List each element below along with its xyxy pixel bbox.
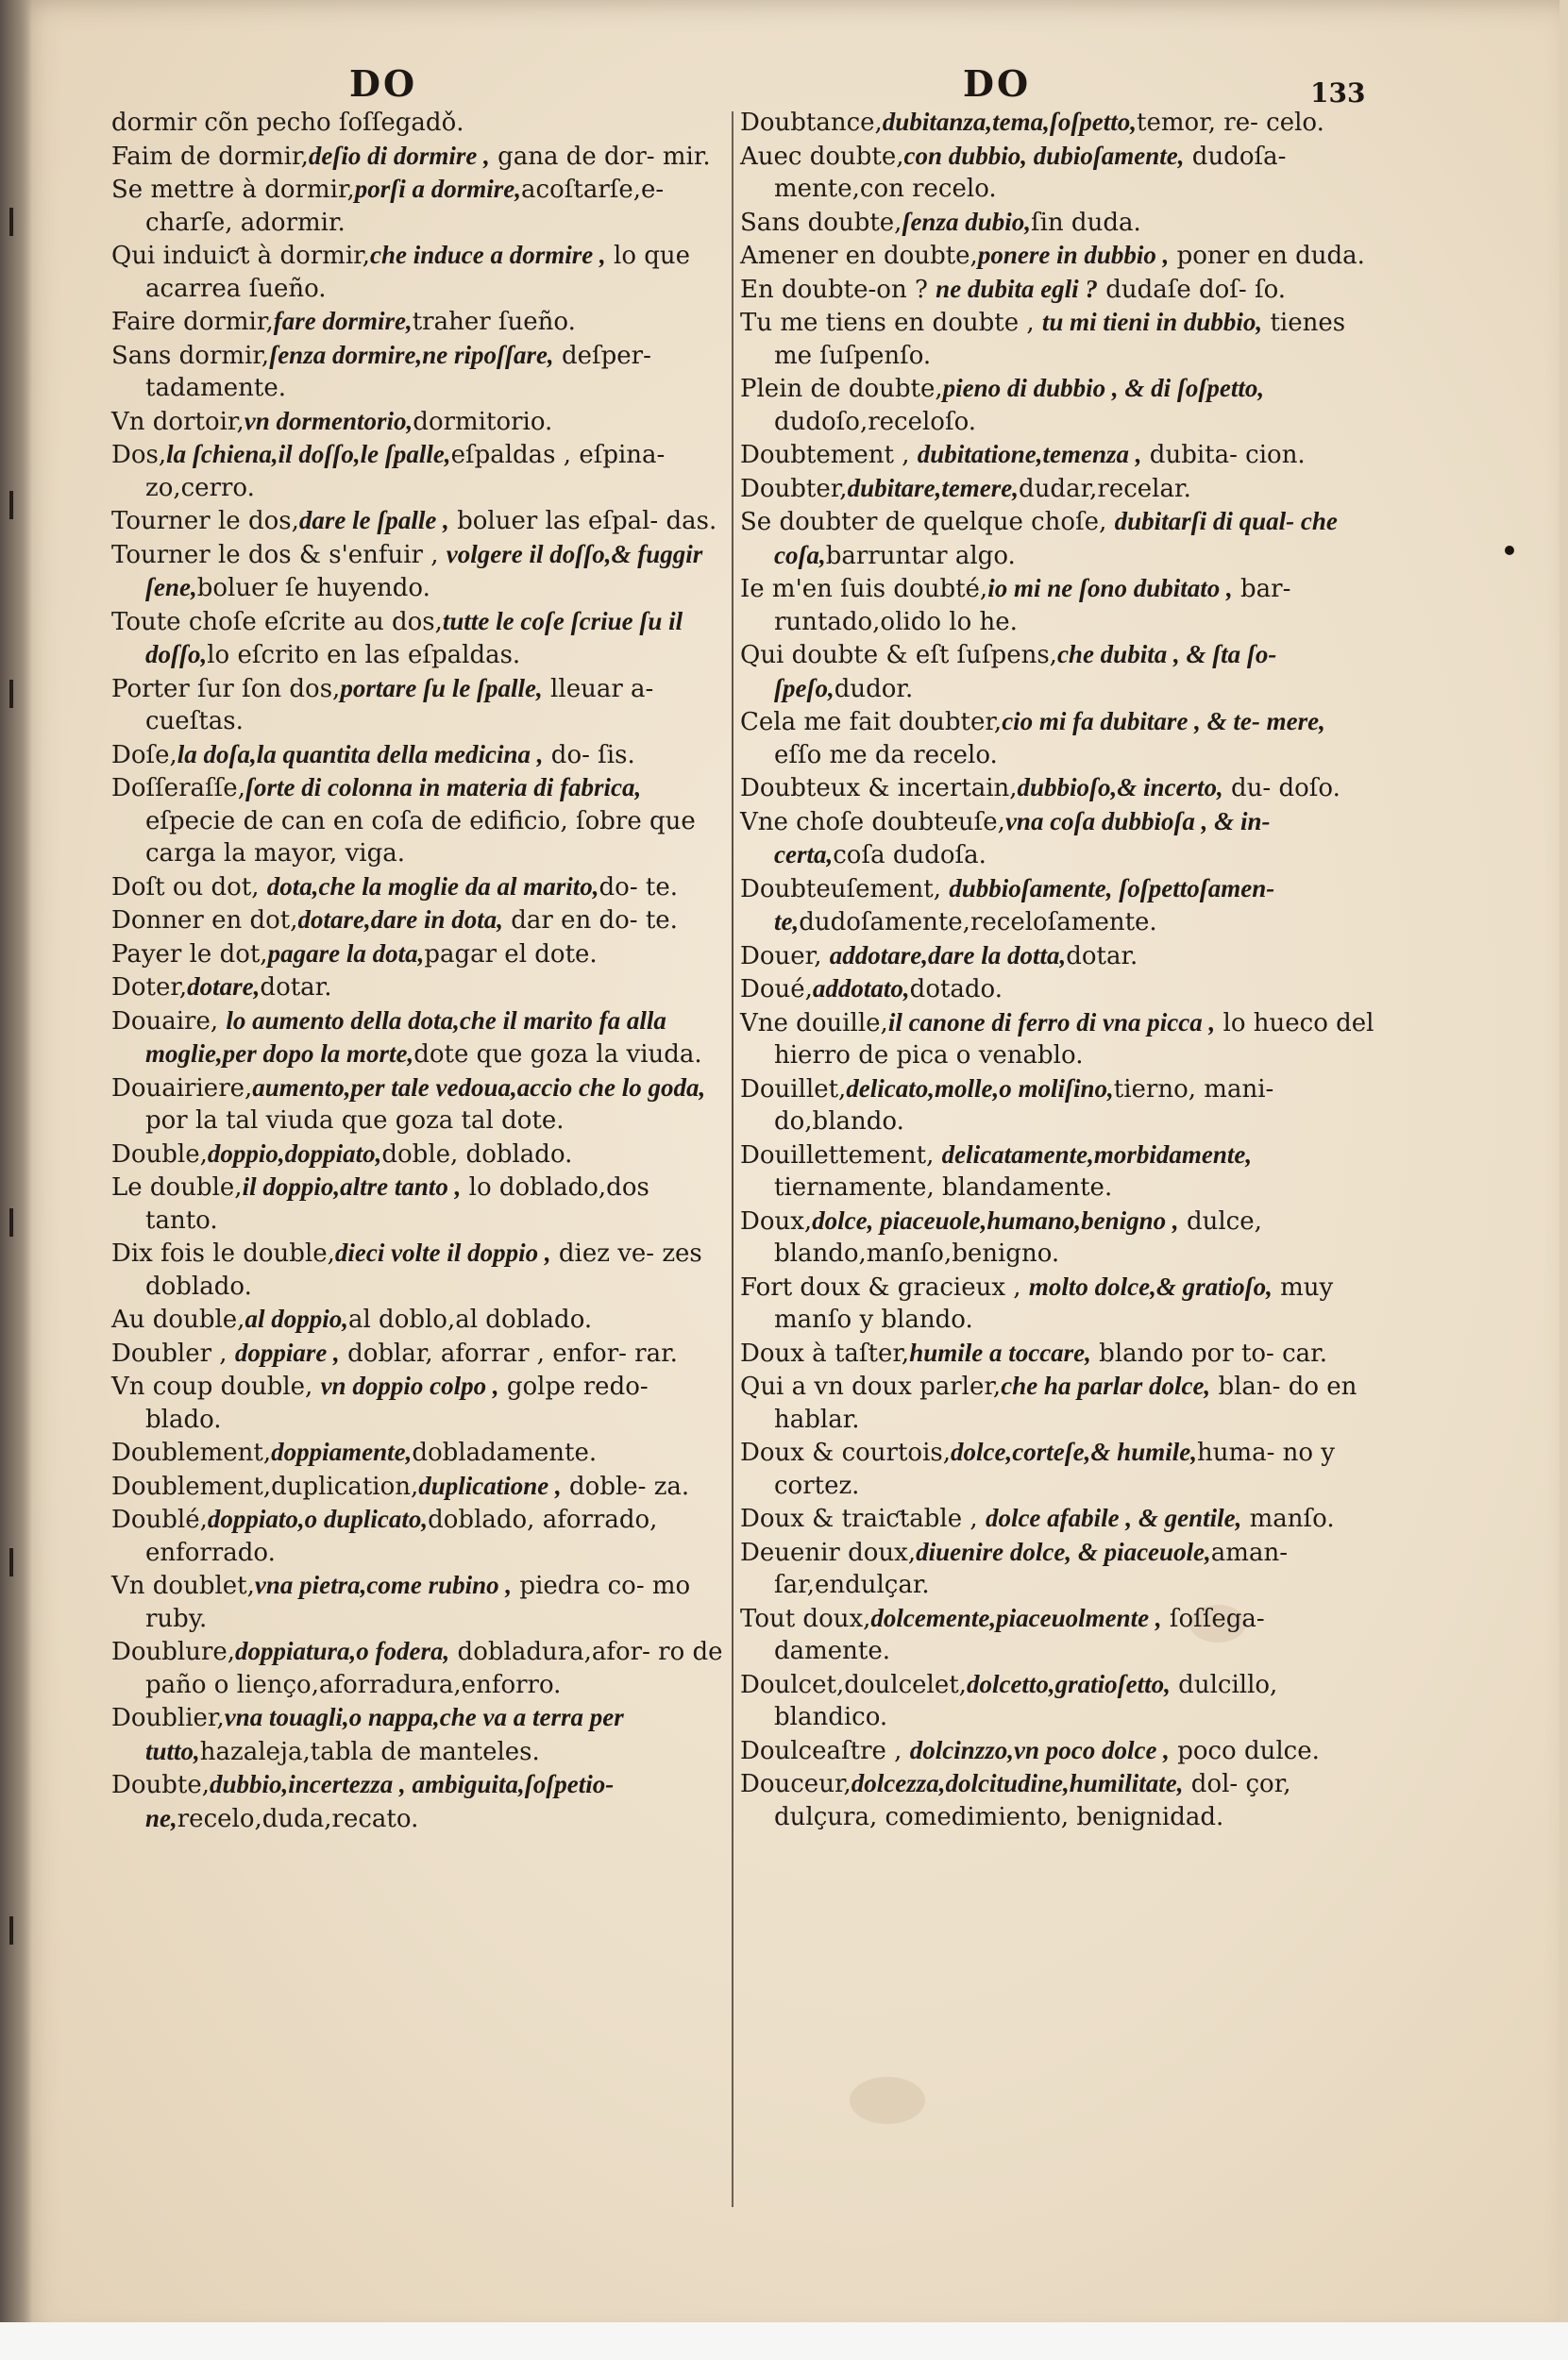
italian-gloss: dotare, [187,972,261,1001]
dictionary-entry [111,605,727,672]
spanish-gloss: lo eſcrito en las eſpaldas. [207,641,521,669]
french-headword: Sans dormir, [111,341,270,370]
dictionary-entry [111,1470,727,1504]
dictionary-entry [111,1303,727,1337]
spanish-gloss: dotar. [1066,941,1138,970]
italian-gloss: portare ſu le ſpalle, [340,673,543,702]
french-headword: Doubtance, [740,109,883,137]
dictionary-entry [111,970,727,1004]
right-column [740,106,1376,1833]
spanish-gloss: du- doſo. [1222,774,1340,802]
italian-gloss: doppiare , [234,1338,340,1367]
dictionary-entry [740,1271,1376,1337]
dictionary-entry [111,1138,727,1172]
spanish-gloss: recelo,duda,recato. [177,1804,419,1833]
spanish-gloss: hazaleja,tabla de manteles. [199,1737,540,1766]
french-headword: Doublier, [111,1704,225,1732]
italian-gloss: io mi ne ſono dubitato , [987,574,1233,602]
french-headword: Toute choſe eſcrite au dos, [111,607,443,636]
french-headword: Qui doubte & eſt ſuſpens, [740,641,1057,669]
margin-ink-mark [9,1548,34,1576]
italian-gloss: la ſchiena,il doſſo,le ſpalle, [166,440,451,468]
dictionary-entry [111,1768,727,1835]
french-headword: Doſe, [111,740,177,769]
margin-ink-mark [9,491,34,519]
spanish-gloss: lo hueco del hierro de pica o venablo. [774,1008,1374,1070]
spanish-gloss: lleuar a- cueſtas. [145,674,654,735]
dictionary-entry [111,1337,727,1371]
spanish-gloss: poco dulce. [1169,1736,1320,1765]
spanish-gloss: doblado, aforrado, enforrado. [145,1506,658,1567]
spanish-gloss: boluer ſe huyendo. [196,574,430,602]
spanish-gloss: lo que acarrea ſueño. [145,242,691,303]
dictionary-entry [740,140,1376,206]
spanish-gloss: dudoſamente,receloſamente. [799,908,1157,936]
french-headword: Faim de dormir, [111,142,309,171]
italian-gloss: dieci volte il doppio , [334,1239,551,1267]
italian-gloss: che ha parlar dolce, [1001,1372,1211,1400]
italian-gloss: vna pietra,come rubino , [254,1571,513,1599]
italian-gloss: la doſa,la quantita della medicina , [177,739,544,768]
french-headword: Dos, [111,441,167,469]
spanish-gloss: dudoſo,receloſo. [774,407,977,436]
spanish-gloss: deſper- tadamente. [145,341,651,402]
french-headword: Douillet, [740,1074,847,1104]
dictionary-entry [111,106,727,140]
italian-gloss: vn dormentorio, [244,406,413,435]
spanish-gloss: dudar,recelar. [1019,474,1191,503]
scan-margin-bottom [0,2322,1568,2360]
dictionary-entry [111,1503,727,1569]
italian-gloss: dubitanza,tema,ſoſpetto, [882,108,1138,136]
french-headword: Doux à taſter, [740,1339,910,1368]
italian-gloss: ſenza dormire,ne ripoſſare, [269,340,554,369]
italian-gloss: dubbioſo,& incerto, [1017,773,1223,801]
dictionary-entry [111,504,727,538]
french-headword: Doubter, [740,474,848,503]
spanish-gloss: dulce, blando,manſo,benigno. [774,1206,1262,1268]
italian-gloss: il doppio,altre tanto , [242,1172,462,1201]
italian-gloss: humile a toccare, [909,1338,1091,1367]
dictionary-entry [740,1370,1376,1436]
left-column [111,106,727,1835]
french-headword: Doux & courtois, [740,1439,951,1467]
dictionary-entry [111,239,727,305]
spanish-gloss: diez ve- zes doblado. [145,1239,702,1301]
french-headword: Plein de doubte, [740,375,943,403]
margin-ink-mark [9,1208,34,1237]
spanish-gloss: do- ſis. [543,740,635,769]
italian-gloss: al doppio, [244,1305,348,1333]
margin-ink-mark [9,1916,34,1945]
spanish-gloss: al doblo,al doblado. [347,1306,593,1334]
italian-gloss: porſi a dormire, [354,175,522,203]
french-headword: Fort doux & gracieux , [740,1273,1029,1302]
french-headword: Tout doux, [740,1604,871,1633]
italian-gloss: pagare la dota, [267,938,425,968]
dictionary-entry [740,273,1376,307]
dictionary-entry [740,1138,1376,1205]
french-headword: Le double, [111,1173,243,1202]
italian-gloss: tu mi tieni in dubbio, [1041,308,1263,336]
dictionary-entry [740,206,1376,240]
italian-gloss: doppiatura,o fodera, [235,1637,450,1665]
spanish-gloss: tienes me ſuſpenſo. [774,309,1346,370]
french-headword: Douer, [740,941,830,970]
dictionary-entry [111,771,727,870]
french-headword: Au double, [111,1306,245,1334]
italian-gloss: doppiato,o duplicato, [207,1505,429,1533]
french-headword: Doubler , [111,1339,235,1368]
spanish-gloss: dudaſe doſ- ſo. [1097,275,1287,304]
running-head-right: DO [963,62,1032,105]
dictionary-entry [111,538,727,605]
dictionary-entry [740,1602,1376,1668]
dictionary-entry [111,1171,727,1237]
french-headword: Vne douille, [740,1008,888,1037]
dictionary-entry [111,1237,727,1303]
spanish-gloss: tiernamente, blandamente. [774,1173,1113,1202]
spanish-gloss: doble, doblado. [381,1139,573,1169]
french-headword: Doubte, [111,1771,210,1799]
italian-gloss: che dubita , & ſta ſo- ſpeſo, [774,640,1277,702]
spanish-gloss: gana de dor- mir. [489,142,711,171]
column-divider [732,111,733,2207]
dictionary-entry [740,972,1376,1006]
dictionary-entry [740,472,1376,506]
dictionary-entry [111,1569,727,1635]
french-headword: Doublement,duplication, [111,1472,419,1501]
italian-gloss: volgere il doſſo,& fuggir ſene, [145,539,703,601]
italian-gloss: deſio di dormire , [308,141,490,170]
spanish-gloss: dote que goza la viuda. [413,1040,702,1069]
dictionary-entry [740,805,1376,872]
italian-gloss: delicato,molle,o moliſino, [846,1073,1114,1103]
french-headword: Cela me fait doubter, [740,708,1003,736]
spanish-gloss: blando por to- car. [1090,1339,1327,1368]
dictionary-entry [111,140,727,174]
spanish-gloss: pagar el dote. [424,939,598,969]
dictionary-entry [111,937,727,971]
italian-gloss: il canone di ferro di vna picca , [887,1007,1216,1037]
dictionary-entry [740,1767,1376,1833]
dictionary-entry [111,339,727,405]
spanish-gloss: blan- do en hablar. [774,1373,1357,1434]
spanish-gloss: dormitorio. [413,407,553,436]
binding-gutter [0,0,32,2322]
italian-gloss: vna coſa dubbioſa , & in- certa, [774,806,1271,868]
dictionary-entry [740,1502,1376,1536]
italian-gloss: dolcinzzo,vn poco dolce , [909,1735,1170,1764]
french-headword: Doux, [740,1206,813,1236]
french-headword: Se mettre à dormir, [111,176,355,204]
french-headword: Porter ſur ſon dos, [111,674,341,703]
dictionary-entry [111,1701,727,1768]
italian-gloss: doppio,doppiato, [207,1138,382,1168]
italian-gloss: dare le ſpalle , [298,506,449,534]
french-headword: Doublement, [111,1439,272,1467]
italian-gloss: diuenire dolce, & piaceuole, [916,1537,1211,1566]
dictionary-entry [740,239,1376,273]
italian-gloss: dota,che la moglie da al marito, [266,871,599,901]
spanish-gloss: coſa dudoſa. [833,841,986,869]
dictionary-entry [740,939,1376,973]
french-headword: Ie m'en ſuis doubté, [740,575,988,603]
spanish-gloss: muy manſo y blando. [774,1273,1334,1334]
spanish-gloss: bar- runtado,olido lo he. [774,575,1291,636]
spanish-gloss: dotar. [260,973,332,1002]
french-headword: Tourner le dos & s'enfuir , [111,540,447,569]
french-headword: Donner en dot, [111,906,298,935]
french-headword: Doulcet,doulcelet, [740,1670,967,1699]
margin-ink-mark [9,208,34,236]
dictionary-entry [740,872,1376,939]
french-headword: Vn coup double, [111,1373,321,1401]
dictionary-entry [740,505,1376,572]
spanish-gloss: dotado. [909,975,1003,1003]
italian-gloss: che induce a dormire , [369,241,606,269]
spanish-gloss: barruntar algo. [825,541,1016,570]
dictionary-entry [740,1536,1376,1602]
running-head-left: DO [349,62,418,105]
dictionary-entry [740,1436,1376,1502]
italian-gloss: cio mi fa dubitare , & te- mere, [1002,707,1325,735]
spanish-gloss: poner en duda. [1169,242,1365,270]
dictionary-entry [740,1734,1376,1768]
spanish-gloss: lo doblado,dos tanto. [145,1173,649,1235]
french-headword: Deuenir doux, [740,1538,917,1567]
french-headword: Doué, [740,975,813,1003]
dictionary-entry [740,638,1376,705]
spanish-gloss: ſin duda. [1030,208,1141,237]
dictionary-entry [111,672,727,738]
italian-gloss: dolce, piaceuole,humano,benigno , [812,1205,1179,1235]
margin-ink-mark [9,680,34,708]
french-headword: Doſſeraſſe, [111,774,245,802]
french-headword: Doubteux & incertain, [740,774,1018,802]
spanish-gloss: eſpaldas , eſpina- zo,cerro. [145,441,666,502]
french-headword: Doſt ou dot, [111,872,267,902]
dictionary-entry [740,372,1376,438]
dictionary-entry [111,1004,727,1071]
margin-dot [1505,546,1514,555]
french-headword: Double, [111,1139,208,1169]
italian-gloss: lo aumento della dota,che il marito fa alla moglie,per dopo la morte, [145,1005,666,1068]
italian-gloss: vn doppio colpo , [320,1372,499,1400]
spanish-gloss: doble- za. [561,1472,690,1501]
spanish-gloss: golpe redo- blado. [145,1373,649,1434]
french-headword: Doter, [111,973,188,1002]
dictionary-entry [111,870,727,904]
french-headword: Auec doubte, [740,142,904,171]
french-headword: Qui a vn doux parler, [740,1373,1002,1401]
italian-gloss: dubbioſamente, ſoſpettoſamen- te, [774,873,1275,936]
italian-gloss: dolcetto,gratioſetto, [966,1669,1171,1698]
italian-gloss: dubbio,incertezza , ambiguita,ſoſpetio- ne, [145,1770,615,1832]
dictionary-entry [111,903,727,937]
italian-gloss: molto dolce,& gratioſo, [1028,1272,1273,1301]
french-headword: Tourner le dos, [111,507,299,535]
spanish-gloss: dudoſa- mente,con recelo. [774,142,1287,203]
dictionary-entry [111,305,727,339]
spanish-gloss: acoſtarſe,e- charſe, adormir. [145,176,665,237]
dictionary-entry [740,306,1376,372]
spanish-gloss: dobladamente. [412,1439,598,1467]
french-headword: Se doubter de quelque choſe, [740,508,1115,536]
italian-gloss: ne dubita egli ? [936,274,1098,303]
french-headword: Vne choſe doubteuſe, [740,807,1005,836]
dictionary-entry [740,1205,1376,1271]
spanish-gloss: piedra co- mo ruby. [145,1572,691,1633]
spanish-gloss: ſoſſega- damente. [774,1604,1265,1665]
italian-gloss: addotato, [812,974,910,1003]
french-headword: Dix fois le double, [111,1239,335,1268]
french-headword: Sans doubte, [740,208,902,237]
french-headword: Vn dortoir, [111,407,244,436]
dictionary-entry [111,1436,727,1470]
spanish-gloss: eſſo me da recelo. [774,740,998,769]
french-headword: Payer le dot, [111,939,268,969]
italian-gloss: con dubbio, dubioſamente, [903,141,1185,170]
dictionary-entry [111,1071,727,1138]
french-headword: Doux & traiƈtable , [740,1505,986,1533]
dictionary-entry [740,106,1376,140]
french-headword: Doublure, [111,1638,236,1666]
italian-gloss: dotare,dare in dota, [297,905,503,934]
french-headword: Douaire, [111,1006,227,1036]
french-headword: Douillettement, [740,1140,942,1170]
italian-gloss: dolcezza,dolcitudine,humilitate, [851,1769,1184,1797]
spanish-gloss: traher ſueño. [412,308,576,336]
spanish-gloss: dudor. [834,674,914,703]
italian-gloss: aumento,per tale vedoua,accio che lo goda, [252,1072,706,1102]
italian-gloss: ſorte di colonna in materia di fabrica, [244,773,642,801]
dictionary-entry [111,738,727,772]
spanish-gloss: dubita- cion. [1141,441,1306,469]
italian-gloss: dubitare,temere, [847,473,1020,502]
italian-gloss: fare dormire, [273,307,413,335]
italian-gloss: pieno di dubbio , & di ſoſpetto, [942,374,1265,402]
french-headword: Doulceaſtre , [740,1736,910,1765]
italian-gloss: vna touagli,o nappa,che va a terra per tutto, [145,1703,624,1765]
french-headword: Douairiere, [111,1073,253,1103]
spanish-gloss: por la tal viuda que goza tal dote. [145,1106,565,1135]
french-headword: Amener en doubte, [740,242,978,270]
dictionary-entry [740,705,1376,771]
spanish-gloss: dol- çor, dulçura, comedimiento, benignidad. [774,1770,1291,1831]
spanish-gloss: dobladura,afor- ro de paño o lienço,aforradura,enforro. [145,1638,723,1699]
italian-gloss: dolce,corteſe,& humile, [951,1438,1197,1466]
dictionary-entry [740,438,1376,472]
italian-gloss: addotare,dare la dotta, [829,940,1067,969]
dictionary-entry [740,572,1376,638]
spanish-gloss: manſo. [1241,1505,1335,1533]
spanish-gloss: huma- no y cortez. [774,1439,1335,1500]
french-headword: Doublé, [111,1506,208,1534]
dictionary-entry [111,405,727,439]
spanish-gloss: doblar, aforrar , enfor- rar. [339,1339,678,1368]
italian-gloss: ſenza dubio, [902,207,1031,236]
italian-gloss: doppiamente, [271,1438,413,1466]
page-number: 133 [1310,77,1366,109]
spanish-gloss: tierno, mani- do,blando. [774,1074,1274,1136]
spanish-gloss: aman- ſar,endulçar. [774,1538,1288,1599]
italian-gloss: ponere in dubbio , [977,241,1170,269]
dictionary-entry [111,1370,727,1436]
spanish-gloss: boluer las eſpal- das. [448,507,717,535]
dictionary-entry [111,173,727,239]
dictionary-entry [111,1635,727,1701]
french-headword: Tu me tiens en doubte , [740,309,1042,337]
dictionary-entry [740,1072,1376,1138]
italian-gloss: dolcemente,piaceuolmente , [870,1603,1162,1632]
french-headword: dormir cõn pecho ſoſſegadǒ. [111,109,464,137]
spanish-gloss: eſpecie de can en coſa de edificio, ſobre que carga la mayor, viga. [145,806,696,868]
dictionary-entry [740,1337,1376,1371]
paper-stain [850,2077,925,2124]
italian-gloss: tutte le coſe ſcriue ſu il doſſo, [145,606,683,668]
spanish-gloss: temor, re- celo. [1137,109,1324,137]
dictionary-entry [740,1668,1376,1734]
italian-gloss: dolce afabile , & gentile, [985,1504,1242,1532]
dictionary-entry [111,438,727,504]
french-headword: En doubte-on ? [740,275,936,304]
french-headword: Vn doublet, [111,1572,255,1600]
spanish-gloss: do- te. [599,872,678,902]
french-headword: Faire dormir, [111,308,274,336]
dictionary-entry [740,1006,1376,1072]
spanish-gloss: dar en do- te. [503,906,678,935]
italian-gloss: dubitarſi di qual- che coſa, [774,507,1338,569]
french-headword: Qui induiƈt à dormir, [111,242,370,270]
french-headword: Doubteuſement, [740,874,950,903]
spanish-gloss: dulcillo, blandico. [774,1670,1278,1731]
dictionary-entry [740,771,1376,805]
italian-gloss: delicatamente,morbidamente, [941,1139,1253,1169]
italian-gloss: duplicatione , [418,1471,562,1500]
french-headword: Douceur, [740,1770,851,1798]
italian-gloss: dubitatione,temenza , [917,440,1142,468]
french-headword: Doubtement , [740,441,918,469]
